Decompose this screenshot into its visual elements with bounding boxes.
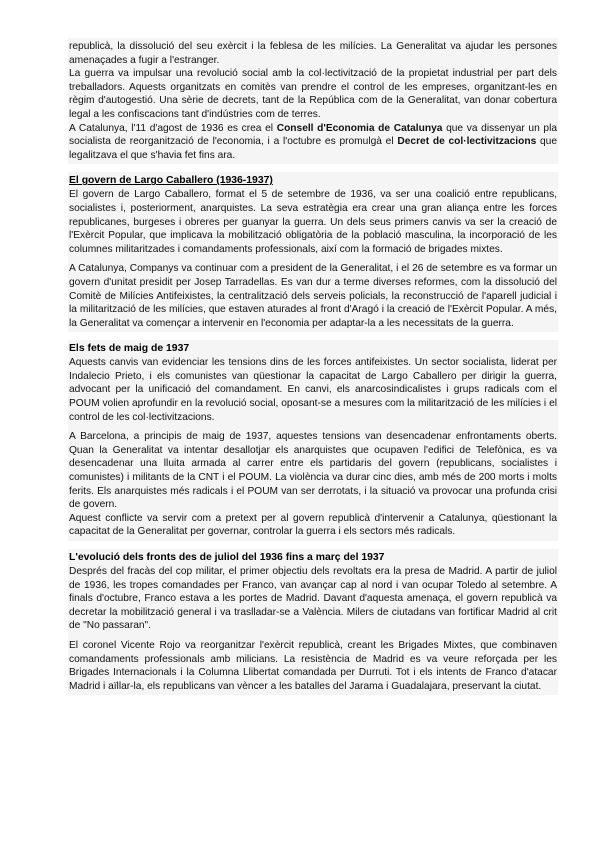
section-heading-evolucio-fronts: L'evolució dels fronts des de juliol del 1936 fins a març del 1937	[69, 552, 385, 563]
intro-p3-text-a: A Catalunya, l'11 d'agost de 1936 es crea el	[69, 122, 277, 134]
section-heading-largo-caballero: El govern de Largo Caballero (1936-1937)	[69, 175, 273, 187]
intro-p3-text-b: que va dissenyar un pla socialista de reorganització de l'economia, i a l'octubre es promulgà el	[69, 122, 557, 148]
largo-caballero-paragraph-2: A Catalunya, Companys va continuar com a president de la Generalitat, i el 26 de setembre es va formar un govern d'unitat presidit per Josep Tarradellas. Es van dur a terme diverses reformes, com la dissolució del Comitè de Milícies Antifeixistes, la centralització dels serveis policials, la reconstrucció de l'aparell judicial i la militarització de les milícies, que estaven aturades al front d'Aragó i la creació de l'Exèrcit Popular. A més, la Generalitat va començar a intervenir en l'economia per adaptar-la a les necessitats de la guerra.	[69, 263, 557, 329]
section-evolucio-fronts	[68, 549, 558, 695]
intro-p3-text-c: que legalitzava el que s'havia fet fins ara.	[69, 136, 558, 161]
fets-maig-paragraph-1: Aquests canvis van evidenciar les tensions dins de les forces antifeixistes. Un sector socialista, liderat per Indalecio Prieto, i els comunistes van qüestionar la capacitat de Largo Caballero per dirigir la guerra, advocant per la unificació del comandament. En canvi, els anarcosindicalistes i grups radicals com el POUM volien aprofundir en la revolució social, oposant-se a mesures com la militarització de les milícies i el control de les col·lectivitzacions.	[69, 357, 557, 423]
section-largo-caballero	[68, 172, 558, 332]
evolucio-fronts-paragraph-1: Després del fracàs del cop militar, el primer objectiu dels revoltats era la presa de Madrid. A partir de juliol de 1936, les tropes comandades per Franco, van avançar cap al nord i van ocupar Toledo al setembre. A finals d'octubre, Franco estava a les portes de Madrid. Davant d'aquesta amenaça, el govern republicà va decretar la mobilització general i va traslladar-se a València. Milers de ciutadans van fortificar Madrid al crit de "No passaran".	[69, 566, 557, 632]
consell-economia-term: Consell d'Economia de Catalunya	[276, 122, 443, 134]
intro-block	[68, 38, 558, 164]
section-fets-maig	[68, 340, 558, 541]
intro-paragraph-3	[69, 122, 557, 163]
fets-maig-paragraph-2: A Barcelona, a principis de maig de 1937, aquestes tensions van desencadenar enfrontaments oberts. Quan la Generalitat va intentar desallotjar els anarquistes que ocupaven l'edifici de Telefònica, es va desencadenar una lluita armada al carrer entre els partidaris del govern (republicans, socialistes i comunistes) i militants de la CNT i el POUM. La violència va durar cinc dies, amb més de 200 morts i molts ferits. Els anarquistes més radicals i el POUM van ser derrotats, i la situació va provocar una profunda crisi de govern.	[69, 431, 557, 511]
fets-maig-paragraph-3: Aquest conflicte va servir com a pretext per al govern republicà d'intervenir a Catalunya, qüestionant la capacitat de la Generalitat per governar, controlar la guerra i els sectors més radicals.	[69, 512, 557, 538]
decret-collectivitzacions-term: Decret de col·lectivitzacions	[397, 136, 537, 148]
section-heading-fets-maig: Els fets de maig de 1937	[69, 343, 190, 355]
intro-paragraph-2: La guerra va impulsar una revolució social amb la col·lectivització de la propietat industrial per part dels treballadors. Aquests organitzats en comitès van prendre el control de les empreses, organitzant-les en règim d'autogestió. Una sèrie de decrets, tant de la República com de la Generalitat, van donar cobertura legal a les confiscacions tant d'indústries com de terres.	[69, 68, 557, 120]
evolucio-fronts-paragraph-2: El coronel Vicente Rojo va reorganitzar l'exèrcit republicà, creant les Brigades Mixtes, que combinaven comandaments professionals amb milicians. La resistència de Madrid es va veure reforçada per les Brigades Internacionals i la Columna Llibertat comandada per Durruti. Tot i els intents de Franco d'atacar Madrid i aïllar-la, els republicans van vèncer a les batalles del Jarama i Guadalajara, preservant la ciutat.	[69, 639, 557, 692]
intro-paragraph-1: republicà, la dissolució del seu exèrcit i la feblesa de les milícies. La Generalitat va ajudar les persones amenaçades a fugir a l'estranger.	[69, 41, 557, 66]
largo-caballero-paragraph-1: El govern de Largo Caballero, format el 5 de setembre de 1936, va ser una coalició entre republicans, socialistes i, posteriorment, anarquistes. La seva estratègia era crear una gran aliança entre les forces republicanes, burgeses i obreres per guanyar la guerra. Un dels seus primers canvis va ser la creació de l'Exèrcit Popular, que implicava la mobilització obligatòria de la població masculina, la incorporació de les columnes militaritzades i comandaments professionals, així com la formació de brigades mixtes.	[69, 189, 557, 255]
document-page	[68, 38, 558, 695]
